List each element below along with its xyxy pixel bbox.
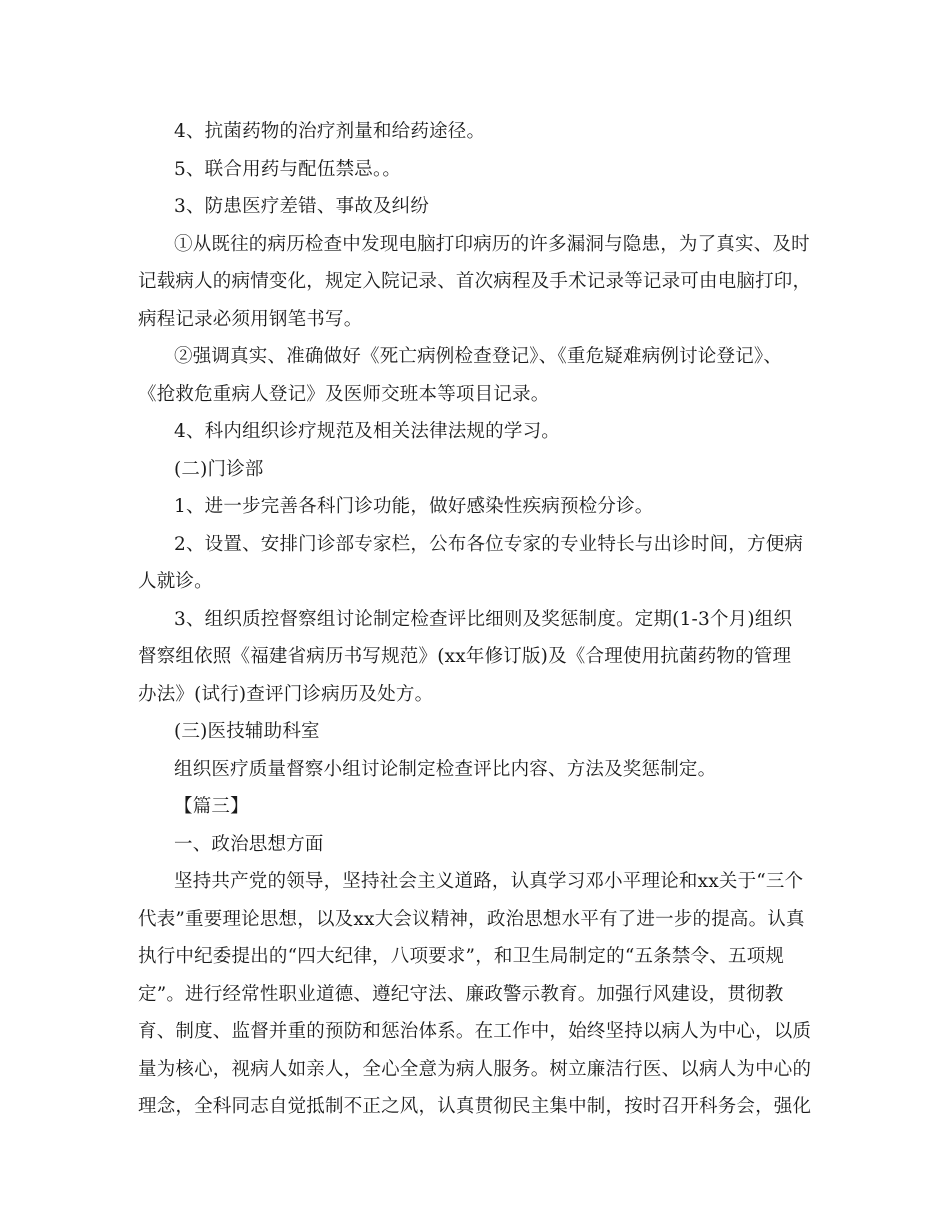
paragraph-line: 4、科内组织诊疗规范及相关法律法规的学习。 bbox=[174, 421, 560, 442]
paragraph-line: ①从既往的病历检查中发现电脑打印病历的许多漏洞与隐患，为了真实、及时 bbox=[174, 233, 810, 255]
section-heading: 一、政治思想方面 bbox=[174, 833, 324, 855]
paragraph-line: 办法》(试行)查评门诊病历及处方。 bbox=[138, 683, 434, 705]
paragraph-line: 人就诊。 bbox=[138, 571, 213, 592]
paragraph-line: 记载病人的病情变化，规定入院记录、首次病程及手术记录等记录可由电脑打印， bbox=[138, 271, 812, 292]
paragraph-line: 育、制度、监督并重的预防和惩治体系。在工作中，始终坚持以病人为中心，以质 bbox=[138, 1021, 812, 1042]
paragraph-line: 理念，全科同志自觉抵制不正之风，认真贯彻民主集中制，按时召开科务会，强化 bbox=[138, 1096, 812, 1117]
paragraph-line: 5、联合用药与配伍禁忌。。 bbox=[174, 158, 402, 180]
paragraph-line: 坚持共产党的领导，坚持社会主义道路，认真学习邓小平理论和xx关于“三个 bbox=[174, 871, 804, 892]
paragraph-line: 督察组依照《福建省病历书写规范》(xx年修订版)及《合理使用抗菌药物的管理 bbox=[138, 646, 792, 667]
paragraph-line: 执行中纪委提出的“四大纪律，八项要求”，和卫生局制定的“五条禁令、五项规 bbox=[138, 946, 785, 967]
section-heading: 3、防患医疗差错、事故及纠纷 bbox=[174, 196, 430, 217]
paragraph-line: ②强调真实、准确做好《死亡病例检查登记》、《重危疑难病例讨论登记》、 bbox=[174, 346, 783, 367]
paragraph-line: 组织医疗质量督察小组讨论制定检查评比内容、方法及奖惩制定。 bbox=[174, 758, 717, 780]
section-heading: (三)医技辅助科室 bbox=[174, 721, 320, 742]
document-body bbox=[138, 113, 814, 1126]
paragraph-line: 定”。进行经常性职业道德、遵纪守法、廉政警示教育。加强行风建设，贯彻教 bbox=[138, 983, 784, 1005]
chapter-heading: 【篇三】 bbox=[174, 796, 249, 817]
section-heading: (二)门诊部 bbox=[174, 458, 264, 480]
paragraph-line: 4、抗菌药物的治疗剂量和给药途径。 bbox=[174, 121, 486, 142]
paragraph-line: 病程记录必须用钢笔书写。 bbox=[138, 308, 363, 330]
paragraph-line: 《抢救危重病人登记》及医师交班本等项目记录。 bbox=[138, 383, 550, 405]
paragraph-line: 2、设置、安排门诊部专家栏，公布各位专家的专业特长与出诊时间，方便病 bbox=[174, 533, 804, 555]
paragraph-line: 代表”重要理论思想，以及xx大会议精神，政治思想水平有了进一步的提高。认真 bbox=[138, 908, 805, 930]
paragraph-line: 3、组织质控督察组讨论制定检查评比细则及奖惩制度。定期(1-3个月)组织 bbox=[174, 608, 793, 630]
paragraph-line: 量为核心，视病人如亲人，全心全意为病人服务。树立廉洁行医、以病人为中心的 bbox=[138, 1058, 812, 1080]
paragraph-line: 1、进一步完善各科门诊功能，做好感染性疾病预检分诊。 bbox=[174, 496, 654, 517]
